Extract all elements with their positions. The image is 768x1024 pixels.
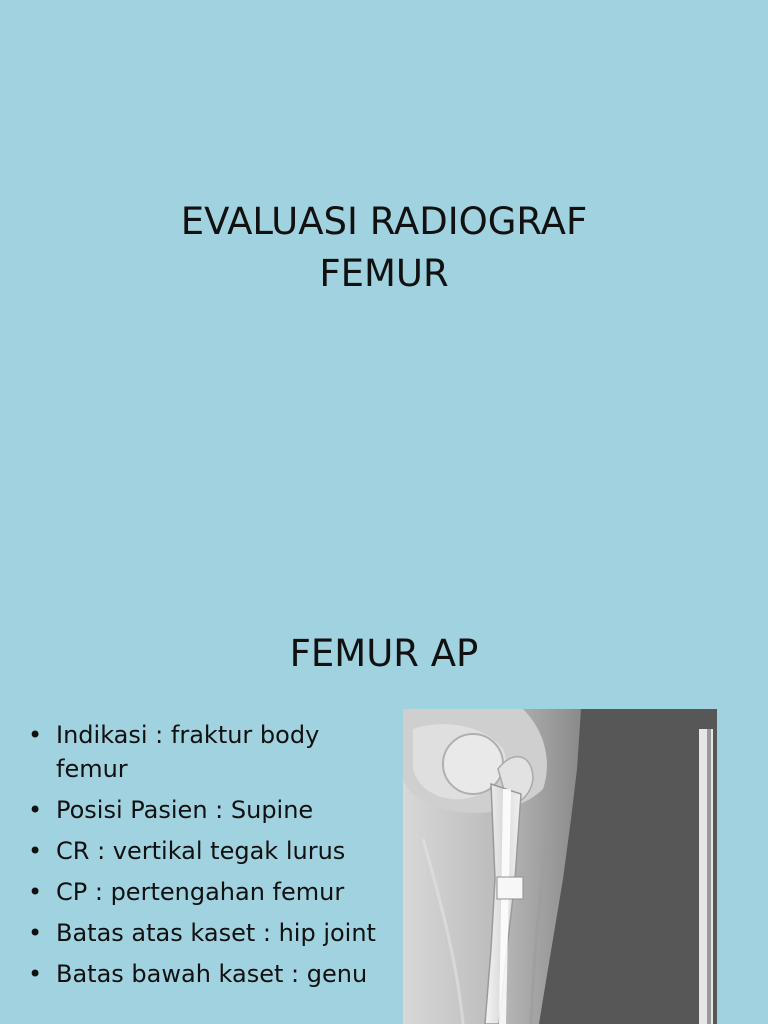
bullet-dot-icon: • bbox=[28, 960, 43, 988]
slide-1-title-line-1: EVALUASI RADIOGRAF bbox=[180, 200, 588, 243]
bullet-item bbox=[28, 793, 388, 827]
bullet-text: Batas bawah kaset : genu bbox=[56, 960, 368, 988]
bullet-text: CR : vertikal tegak lurus bbox=[56, 837, 346, 865]
bullet-text: CP : pertengahan femur bbox=[56, 878, 345, 906]
bullet-text: Indikasi : fraktur body femur bbox=[56, 721, 320, 783]
bullet-item bbox=[28, 957, 388, 991]
femur-xray-image bbox=[403, 709, 717, 1024]
bullet-list bbox=[28, 718, 388, 998]
bullet-item bbox=[28, 718, 388, 786]
bullet-item bbox=[28, 875, 388, 909]
bullet-dot-icon: • bbox=[28, 796, 43, 824]
bullet-item bbox=[28, 916, 388, 950]
bullet-item bbox=[28, 834, 388, 868]
slide-2-title: FEMUR AP bbox=[289, 632, 479, 675]
bullet-dot-icon: • bbox=[28, 878, 43, 906]
bullet-dot-icon: • bbox=[28, 721, 43, 749]
slide-1-title bbox=[0, 196, 768, 300]
slide-1-title-line-2: FEMUR bbox=[319, 252, 449, 295]
bullet-text: Batas atas kaset : hip joint bbox=[56, 919, 376, 947]
bullet-dot-icon: • bbox=[28, 837, 43, 865]
bullet-dot-icon: • bbox=[28, 919, 43, 947]
bullet-text: Posisi Pasien : Supine bbox=[56, 796, 314, 824]
